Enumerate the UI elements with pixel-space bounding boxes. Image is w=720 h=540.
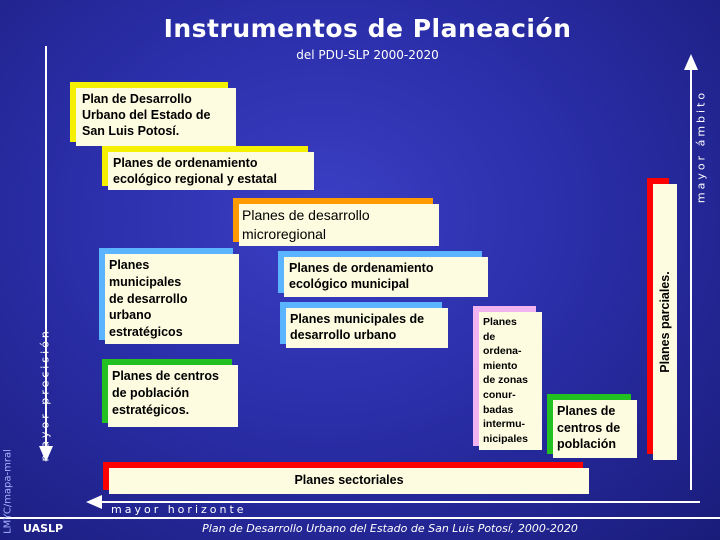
box-sectoriales: Planes sectoriales [109,468,589,494]
axis-label-ambito: mayor ámbito [694,89,708,204]
axis-label-horizonte: mayor horizonte [111,503,247,516]
box-ecologico-municipal: Planes de ordenamiento ecológico municipal [284,257,488,297]
footer-divider [0,517,720,519]
box-plan-estatal: Plan de Desarrollo Urbano del Estado de San Luis Potosí. [76,88,236,146]
page-title: Instrumentos de Planeación [163,14,572,43]
box-ecologico-regional: Planes de ordenamiento ecológico regional y estatal [108,152,314,190]
box-zonas-conurbadas: Planes de ordena- miento de zonas conur- badas intermu- nicipales [479,312,542,450]
box-municipales-estrategicos: Planes municipales de desarrollo urbano estratégicos [105,254,239,344]
box-centros-estrategicos: Planes de centros de población estratégicos. [108,365,238,427]
page-subtitle: del PDU-SLP 2000-2020 [296,48,439,62]
box-parciales [653,184,677,460]
box-microregional: Planes de desarrollo microregional [239,204,439,246]
footer-credit: LMYC/mapa-mral [2,449,14,534]
box-centros-poblacion: Planes de centros de población [553,400,637,458]
axis-label-precision: mayor precisión [38,328,52,462]
footer-left: UASLP [23,522,64,535]
footer-center: Plan de Desarrollo Urbano del Estado de San Luis Potosí, 2000-2020 [202,522,578,535]
box-parciales-label: Planes parciales. [658,271,672,373]
box-municipales-urbano: Planes municipales de desarrollo urbano [286,308,448,348]
